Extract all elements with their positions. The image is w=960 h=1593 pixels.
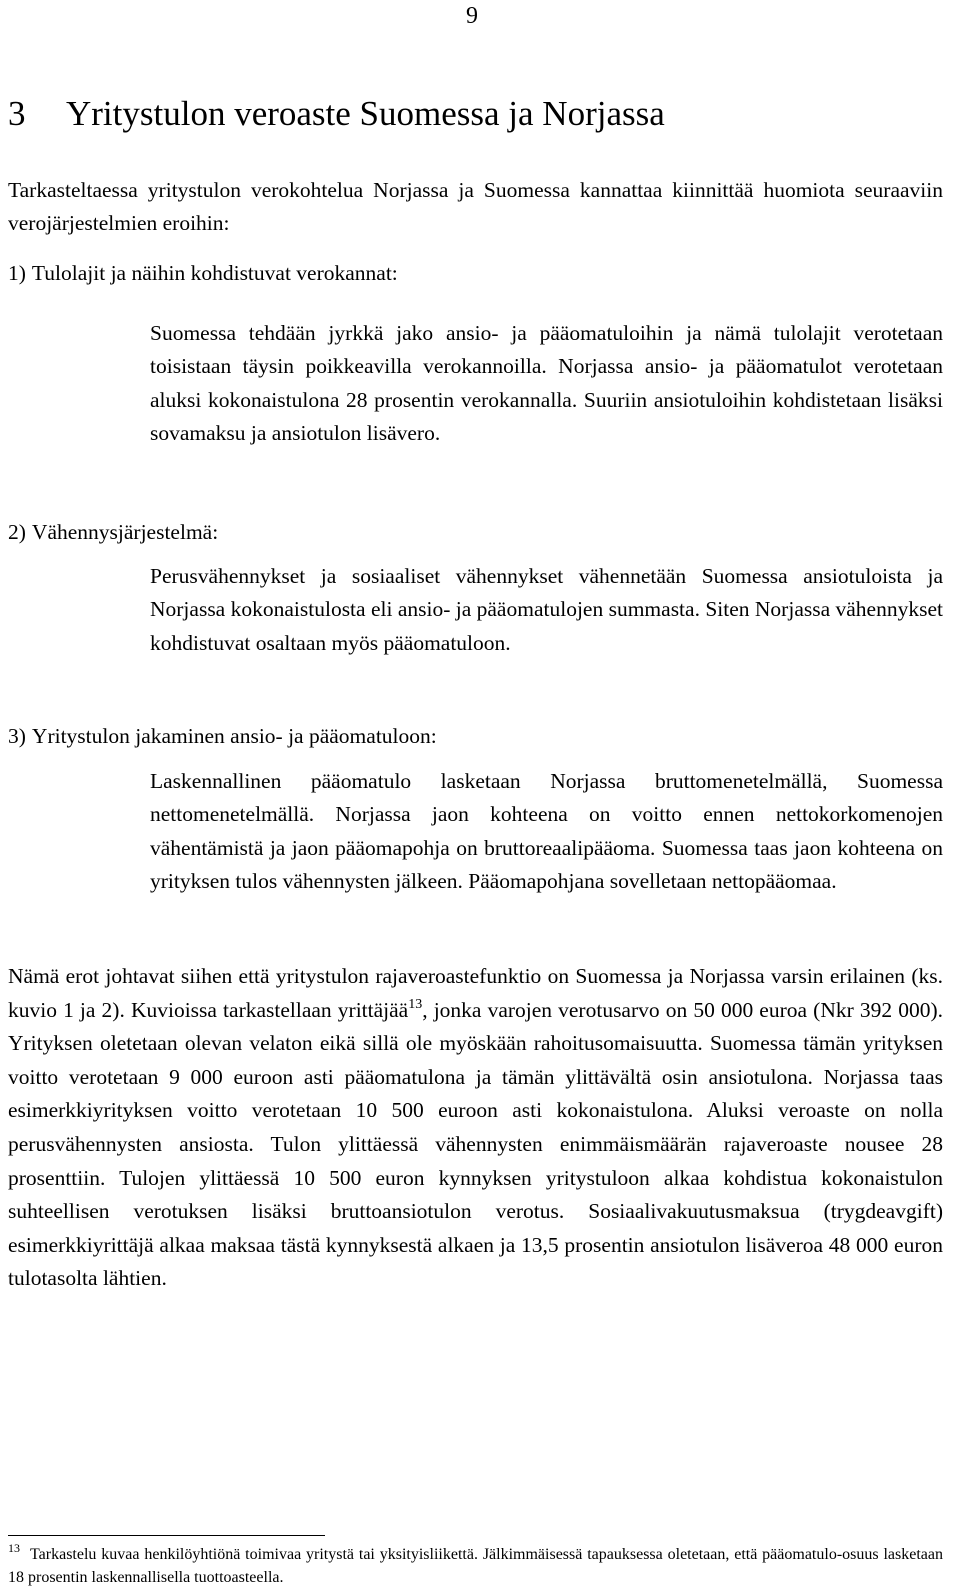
section-title: Yritystulon veroaste Suomessa ja Norjassa [66,94,665,133]
footnote [8,1543,943,1589]
list-item-index: 2) [8,520,26,544]
list-item-label [8,516,218,549]
list-item-title: Vähennysjärjestelmä: [31,520,219,544]
list-item-title: Tulolajit ja näihin kohdistuvat verokannat: [31,261,398,285]
list-item-text: Suomessa tehdään jyrkkä jako ansio- ja pääomatuloihin ja nämä tulolajit verotetaan toisistaan täysin poikkeavilla verokannoilla. Norjassa ansio- ja pääomatulot verotetaan aluksi kokonaistulona 28 prosentin verokannalla. Suuriin ansiotuloihin kohdistetaan lisäksi sovamaksu ja ansiotulon lisävero. [150,321,943,445]
list-item-label [8,720,437,753]
footnote-number: 13 [8,1541,20,1555]
footnote-reference[interactable]: 13 [408,996,423,1012]
list-item-title: Yritystulon jakaminen ansio- ja pääomatuloon: [31,724,437,748]
page-number: 9 [466,3,478,29]
list-item-index: 3) [8,724,26,748]
footnote-text: Tarkastelu kuvaa henkilöyhtiönä toimivaa yritystä tai yksityisliikettä. Jälkimmäisessä tapauksessa oletetaan, että pääomatulo-osuus lasketaan 18 prosentin laskennallisella tuottoasteella. [8,1546,943,1586]
section-heading [8,92,665,136]
list-item-text: Laskennallinen pääomatulo lasketaan Norjassa bruttomenetelmällä, Suomessa nettomenetelmällä. Norjassa jaon kohteena on voitto ennen nettokorkomenojen vähentämistä ja jaon pääomapohja on bruttoreaalipääoma. Suomessa taas jaon kohteena on yrityksen tulos vähennysten jälkeen. Pääomapohjana sovelletaan nettopääomaa. [150,769,943,893]
footnote-divider [8,1535,325,1536]
list-item-text: Perusvähennykset ja sosiaaliset vähennykset vähennetään Suomessa ansiotuloista ja Norjassa kokonaistulosta eli ansio- ja pääomatulojen summasta. Siten Norjassa vähennykset kohdistuvat osaltaan myös pääomatuloon. [150,564,943,655]
section-number: 3 [8,94,26,133]
intro-paragraph: Tarkasteltaessa yritystulon verokohtelua Norjassa ja Suomessa kannattaa kiinnittää huomiota seuraaviin verojärjestelmien eroihin: [8,178,943,236]
list-item-index: 1) [8,261,26,285]
body-paragraph [8,960,943,1296]
list-item-label [8,257,398,290]
body-text-part: , jonka varojen verotusarvo on 50 000 euroa (Nkr 392 000). Yrityksen oletetaan olevan velaton eikä sillä ole myöskään rahoitusomaisuutta. Suomessa tämän yrityksen voitto verotetaan 9 000 euroon asti pääomatulona ja tämän ylittävältä osin ansiotulona. Norjassa taas esimerkkiyrityksen voitto verotetaan 10 500 euroon asti kokonaistulona. Aluksi veroaste on nolla perusvähennysten ansiosta. Tulon ylittäessä vähennysten enimmäismäärän rajaveroaste nousee 28 prosenttiin. Tulojen ylittäessä 10 500 euron kynnyksen yritystuloon alkaa kohdistua kokonaistulon suhteellisen verotuksen lisäksi bruttoansiotulon verotus. Sosiaalivakuutusmaksua (trygdeavgift) esimerkkiyrittäjä alkaa maksaa tästä kynnyksestä alkaen ja 13,5 prosentin ansiotulon lisäveroa 48 000 euron tulotasolta lähtien. [8,997,943,1291]
body-text-part: Nämä erot johtavat siihen että yritystulon rajaveroastefunktio on Suomessa ja Norjassa varsin erilainen (ks. kuvio 1 ja 2). Kuvioissa tarkastellaan yrittäjää [8,964,943,1022]
